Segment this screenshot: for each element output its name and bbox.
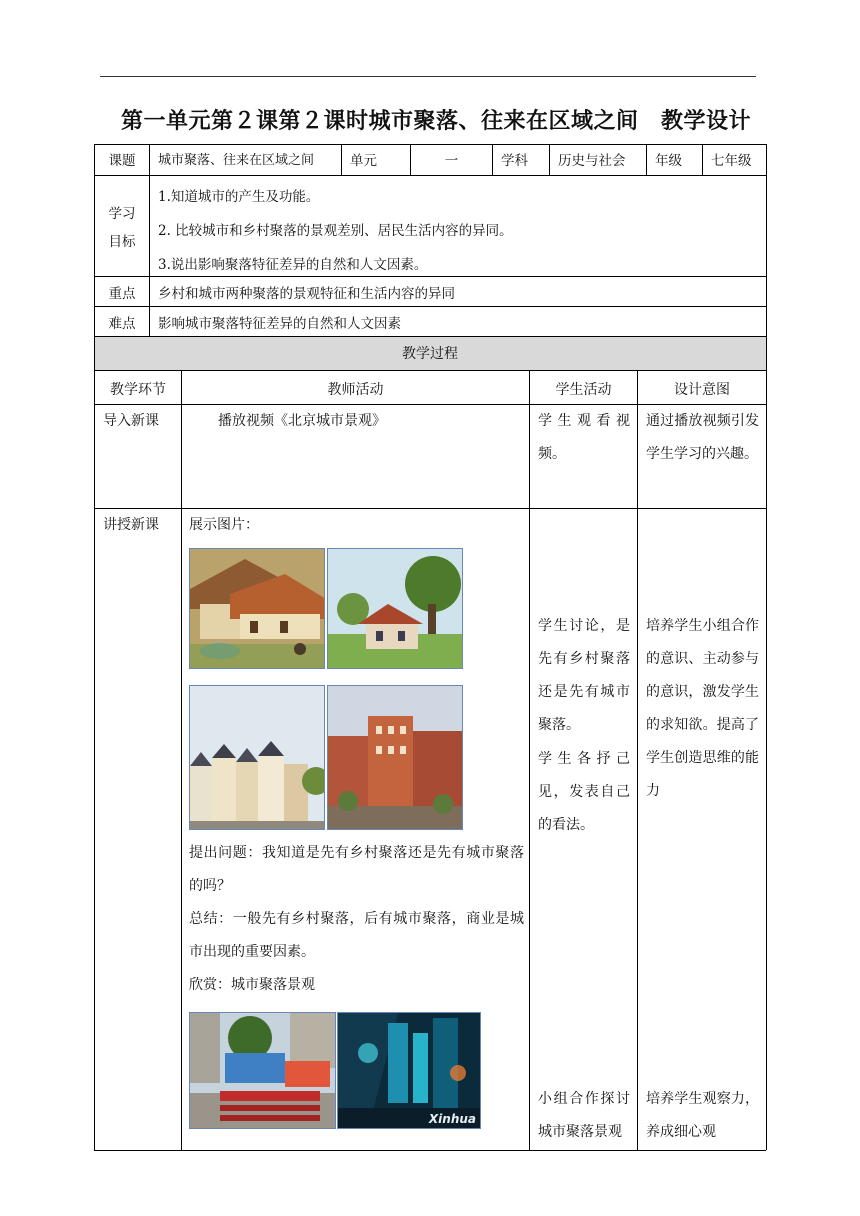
village-painting-image (189, 548, 325, 669)
goal-item: 3.说出影响聚落特征差异的自然和人文因素。 (158, 257, 428, 273)
table-line (94, 336, 766, 337)
table-border-bottom (94, 1150, 766, 1151)
goals-label (95, 200, 149, 256)
row2-intent-a: 培养学生小组合作的意识、主动参与的意识，激发学生的求知欲。提高了学生创造思维的能力 (646, 618, 759, 799)
unit-value: 一 (444, 153, 459, 169)
brick-city-icon (328, 686, 463, 830)
night-city-image (337, 1012, 481, 1129)
table-border-right (766, 144, 767, 1150)
header-rule (100, 76, 756, 77)
key-point-value: 乡村和城市两种聚落的景观特征和生活内容的异同 (158, 286, 455, 302)
image-watermark: Xinhua (428, 1112, 476, 1126)
col-header-teacher: 教师活动 (327, 382, 384, 398)
village-painting-icon (190, 549, 325, 669)
goals-label-line1: 学习 (108, 206, 136, 222)
row1-intent: 通过播放视频引发学生学习的兴趣。 (646, 413, 759, 462)
grade-label: 年级 (655, 153, 682, 169)
table-line (637, 370, 638, 1150)
row2-teacher-enjoy: 欣赏：城市聚落景观 (189, 977, 315, 993)
row2-student-b: 学生各抒己见，发表自己的看法。 (538, 751, 630, 833)
col-header-student: 学生活动 (555, 382, 612, 398)
col-header-intent: 设计意图 (674, 382, 730, 398)
row2-teacher-show: 展示图片： (189, 517, 259, 533)
key-point-label: 重点 (108, 286, 136, 302)
city-street-icon (190, 1013, 336, 1129)
lesson-label: 课题 (108, 153, 136, 169)
brick-city-image (327, 685, 463, 830)
row2-student-a: 学生讨论，是先有乡村聚落还是先有城市聚落。 (538, 618, 630, 733)
table-line (94, 175, 766, 176)
goals-label-line2: 目标 (108, 234, 136, 250)
difficulty-label: 难点 (108, 316, 136, 332)
goal-item: 1.知道城市的产生及功能。 (158, 189, 320, 205)
row1-stage: 导入新课 (103, 413, 159, 429)
table-line (94, 370, 766, 371)
subject-value: 历史与社会 (558, 153, 626, 169)
grade-value: 七年级 (711, 153, 752, 169)
table-line (94, 306, 766, 307)
city-street-image (189, 1012, 336, 1129)
row1-teacher: 播放视频《北京城市景观》 (218, 413, 386, 429)
unit-label: 单元 (350, 153, 377, 169)
lesson-value: 城市聚落、往来在区域之间 (158, 153, 315, 168)
row2-intent-b: 培养学生观察力，养成细心观 (646, 1091, 759, 1140)
cottage-image (327, 548, 463, 669)
table-line (181, 370, 182, 1150)
row2-stage: 讲授新课 (103, 517, 159, 533)
row2-teacher-summary: 总结：一般先有乡村聚落，后有城市聚落，商业是城市出现的重要因素。 (189, 911, 524, 960)
document-title: 第一单元第２课第２课时城市聚落、往来在区域之间 教学设计 (120, 109, 751, 134)
european-town-image (189, 685, 325, 830)
difficulty-value: 影响城市聚落特征差异的自然和人文因素 (158, 316, 401, 332)
row2-student-c: 小组合作探讨城市聚落景观 (538, 1091, 630, 1140)
process-heading: 教学过程 (402, 346, 458, 362)
table-line (529, 370, 530, 1150)
col-header-stage: 教学环节 (110, 382, 166, 398)
row1-student: 学生观看视频。 (538, 413, 630, 462)
goals-list (158, 180, 758, 282)
row2-teacher-question: 提出问题：我知道是先有乡村聚落还是先有城市聚落的吗？ (189, 845, 524, 894)
goal-item: 2. 比较城市和乡村聚落的景观差别、居民生活内容的异同。 (158, 223, 513, 239)
subject-label: 学科 (501, 153, 528, 169)
cottage-icon (328, 549, 463, 669)
european-town-icon (190, 686, 325, 830)
